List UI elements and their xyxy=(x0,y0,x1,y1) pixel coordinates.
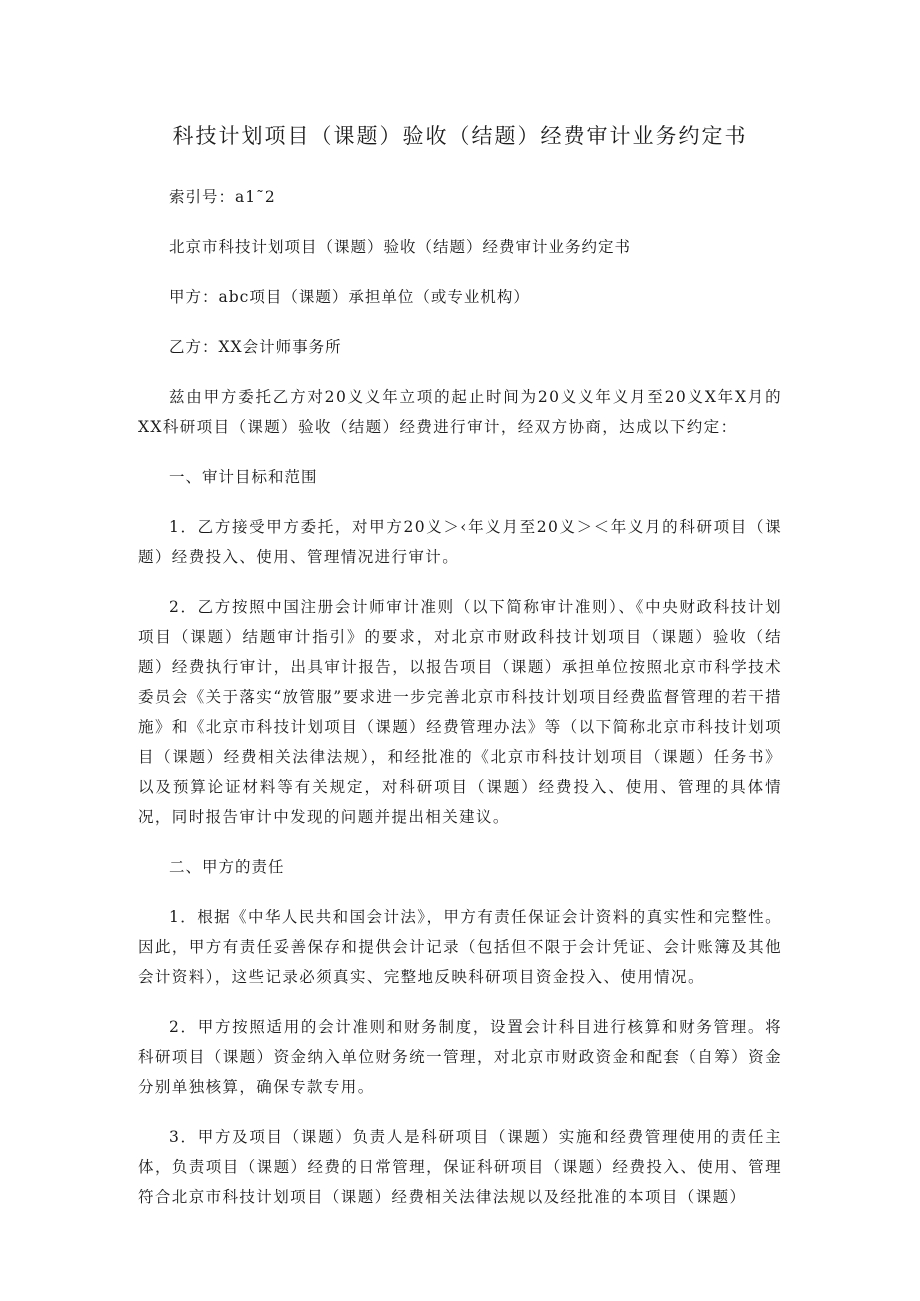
section2-item-1: 1．根据《中华人民共和国会计法》，甲方有责任保证会计资料的真实性和完整性。因此，甲方有责任妥善保存和提供会计记录（包括但不限于会计凭证、会计账簿及其他会计资料），这些记录必须真实、完整地反映科研项目资金投入、使用情况。 xyxy=(138,908,782,986)
section2-item-2: 2．甲方按照适用的会计准则和财务制度，设置会计科目进行核算和财务管理。将科研项目（课题）资金纳入单位财务统一管理，对北京市财政资金和配套（自筹）资金分别单独核算，确保专款专用。 xyxy=(138,1018,782,1096)
section2-item-3: 3．甲方及项目（课题）负责人是科研项目（课题）实施和经费管理使用的责任主体，负责项目（课题）经费的日常管理，保证科研项目（课题）经费投入、使用、管理符合北京市科技计划项目（课题）经费相关法律法规以及经批准的本项目（课题） xyxy=(138,1128,782,1206)
intro-paragraph: 兹由甲方委托乙方对20义义年立项的起止时间为20义义年义月至20义X年X月的XX科研项目（课题）验收（结题）经费进行审计，经双方协商，达成以下约定： xyxy=(138,388,782,436)
index-number: 索引号：a1˜2 xyxy=(169,188,276,206)
party-b: 乙方：XX会计师事务所 xyxy=(169,338,342,356)
document-subtitle: 北京市科技计划项目（课题）验收（结题）经费审计业务约定书 xyxy=(169,238,632,256)
section-heading-audit-scope: 一、审计目标和范围 xyxy=(169,468,318,486)
section-heading-party-a-duties: 二、甲方的责任 xyxy=(169,858,285,876)
party-a: 甲方：abc项目（课题）承担单位（或专业机构） xyxy=(169,288,530,306)
document-title: 科技计划项目（课题）验收（结题）经费审计业务约定书 xyxy=(172,124,748,148)
section1-item-2: 2．乙方按照中国注册会计师审计准则（以下简称审计准则）、《中央财政科技计划项目（课题）结题审计指引》的要求，对北京市财政科技计划项目（课题）验收（结题）经费执行审计，出具审计报告，以报告项目（课题）承担单位按照北京市科学技术委员会《关于落实“放管服”要求进一步完善北京市科技计划项目经费监督管理的若干措施》和《北京市科技计划项目（课题）经费管理办法》等（以下简称北京市科技计划项目（课题）经费相关法律法规），和经批准的《北京市科技计划项目（课题）任务书》以及预算论证材料等有关规定，对科研项目（课题）经费投入、使用、管理的具体情况，同时报告审计中发现的问题并提出相关建议。 xyxy=(138,598,782,826)
section1-item-1: 1．乙方接受甲方委托，对甲方20义＞‹年义月至20义＞＜年义月的科研项目（课题）经费投入、使用、管理情况进行审计。 xyxy=(138,518,782,566)
